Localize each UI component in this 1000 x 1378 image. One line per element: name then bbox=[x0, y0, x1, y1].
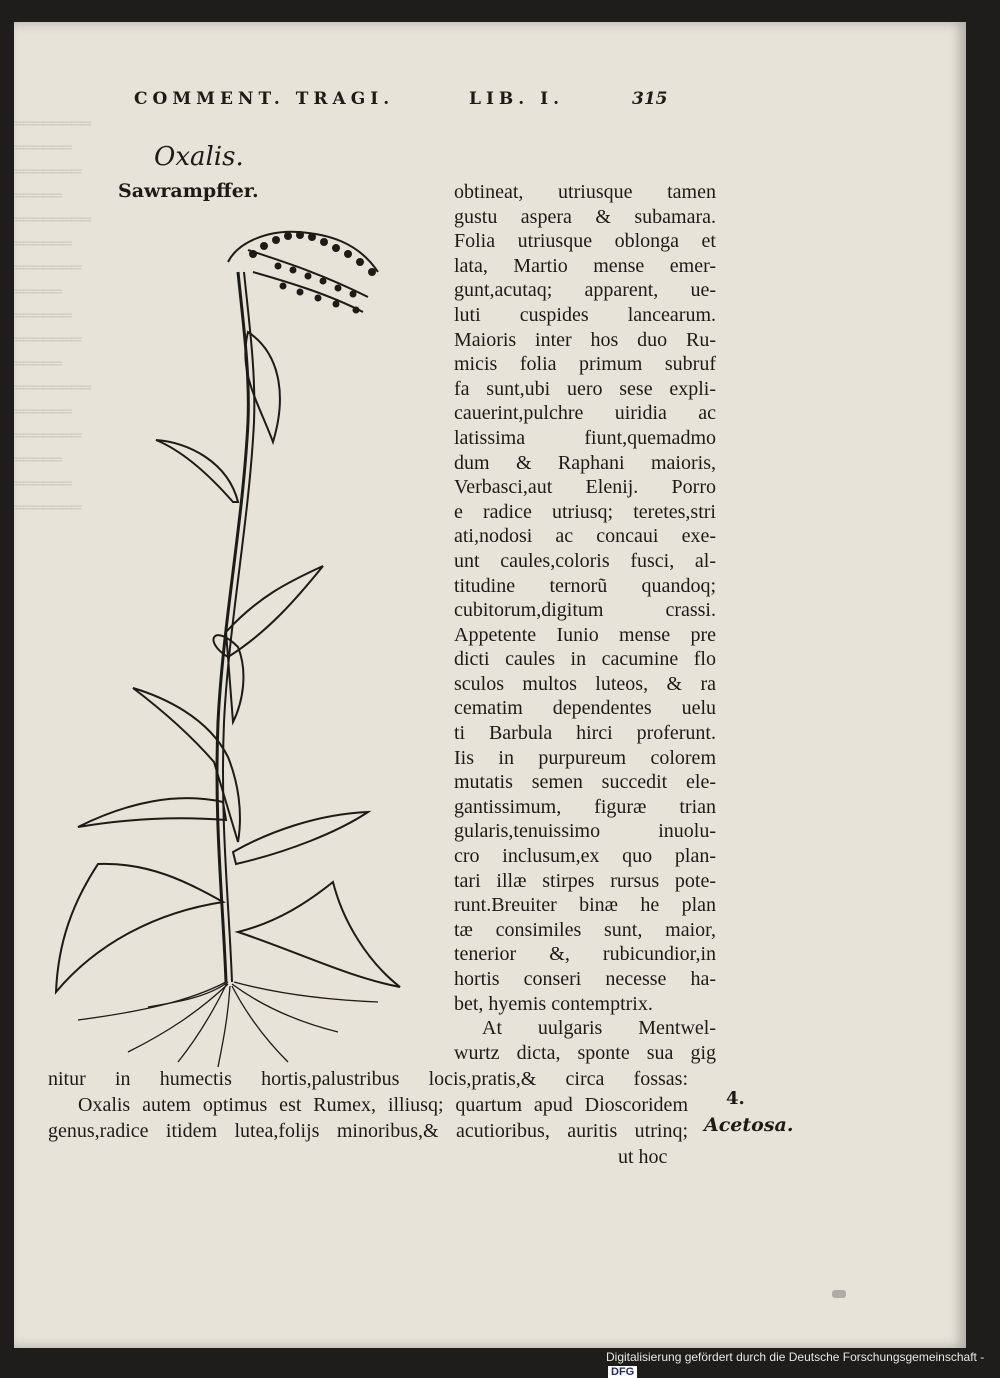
leaf bbox=[238, 882, 400, 987]
leaf bbox=[56, 864, 223, 992]
text-line: dum & Raphani maioris, bbox=[454, 451, 716, 474]
running-head-book: LIB. I. bbox=[469, 89, 564, 109]
leaf bbox=[78, 798, 226, 827]
catchword: ut hoc bbox=[618, 1146, 668, 1168]
main-text-column bbox=[454, 180, 716, 1065]
text-line: unt caules,coloris fusci, al- bbox=[454, 549, 716, 572]
text-line: micis folia primum subruf bbox=[454, 353, 716, 376]
text-line: ati,nodosi ac concaui exe- bbox=[454, 525, 716, 548]
text-line: gustu aspera & subamara. bbox=[454, 205, 716, 228]
text-line: lata, Martio mense emer- bbox=[454, 254, 716, 277]
text-line: tæ consimiles sunt, maior, bbox=[454, 918, 716, 941]
text-line: mutatis semen succedit ele- bbox=[454, 771, 716, 794]
full-width-text bbox=[48, 1066, 688, 1170]
text-line: gantissimum, figuræ trian bbox=[454, 795, 716, 818]
text-line: Oxalis autem optimus est Rumex, illiusq; quartum apud Dioscoridem bbox=[78, 1094, 688, 1116]
text-line: hortis conseri necesse ha- bbox=[454, 968, 716, 990]
text-line: luti cuspides lancearum. bbox=[454, 303, 716, 326]
running-head-left: COMMENT. TRAGI. bbox=[134, 89, 395, 109]
text-line: wurtz dicta, sponte sua gig bbox=[454, 1041, 716, 1064]
leaf bbox=[226, 566, 323, 657]
text-line: Maioris inter hos duo Ru- bbox=[454, 328, 716, 351]
footer-text: Digitalisierung gefördert durch die Deutsche Forschungsgemeinschaft - bbox=[606, 1350, 985, 1364]
text-line: sculos multos luteos, & ra bbox=[454, 672, 716, 695]
book-page bbox=[14, 22, 966, 1348]
text-line: tenerior &, rubicundior,in bbox=[454, 943, 716, 966]
plant-woodcut-illustration bbox=[38, 202, 458, 1072]
text-line: Folia utriusque oblonga et bbox=[454, 230, 716, 253]
text-line: cematim dependentes uelu bbox=[454, 697, 716, 720]
text-line: cubitorum,digitum crassi. bbox=[454, 599, 716, 622]
text-line: Verbasci,aut Elenij. Porro bbox=[454, 476, 716, 499]
text-line: tari illæ stirpes rursus pote- bbox=[454, 869, 716, 892]
plant-german-name: Sawrampffer. bbox=[118, 180, 259, 202]
folio-number: 315 bbox=[632, 89, 668, 109]
text-line: runt.Breuiter binæ he plan bbox=[454, 894, 716, 917]
text-line: latissima fiunt,quemadmo bbox=[454, 426, 716, 449]
digitization-footer bbox=[606, 1350, 1000, 1378]
flower-spike bbox=[228, 231, 378, 314]
text-line: Appetente Iunio mense pre bbox=[454, 623, 716, 646]
text-line: dicti caules in cacumine flo bbox=[454, 648, 716, 671]
leaf bbox=[156, 440, 238, 502]
leaf bbox=[233, 812, 368, 864]
text-line: gularis,tenuissimo inuolu- bbox=[454, 820, 716, 843]
text-line: gunt,acutaq; apparent, ue- bbox=[454, 279, 716, 302]
text-line: genus,radice itidem lutea,folijs minoribus,& acutioribus, auritis utrinq; bbox=[48, 1120, 688, 1142]
text-line: cauerint,pulchre uiridia ac bbox=[454, 402, 716, 425]
stain-mark bbox=[832, 1290, 846, 1298]
text-line: obtineat, utriusque tamen bbox=[454, 181, 716, 203]
marginal-note: Acetosa. bbox=[704, 1114, 794, 1136]
text-line: bet, hyemis contemptrix. bbox=[454, 992, 653, 1015]
text-line: nitur in humectis hortis,palustribus locis,pratis,& circa fossas: bbox=[48, 1068, 688, 1090]
text-line: ti Barbula hirci proferunt. bbox=[454, 722, 716, 745]
bleed-through-texture: ════════ ══════ ═══════ ═════ ════════ ══════ ═══════ ═════ ══════ ═══════ ═════ ════════ ══════ ═══════ ═════ ══════ ═══════ bbox=[14, 114, 92, 517]
text-line: titudine ternorũ quandoq; bbox=[454, 574, 716, 597]
text-line: cro inclusum,ex quo plan- bbox=[454, 845, 716, 868]
text-line: fa sunt,ubi uero sese expli- bbox=[454, 377, 716, 400]
leaf bbox=[245, 332, 280, 442]
text-line: e radice utriusq; teretes,stri bbox=[454, 500, 716, 523]
roots bbox=[78, 982, 378, 1067]
plant-title: Oxalis. bbox=[154, 142, 244, 172]
text-line: Iis in purpureum colorem bbox=[454, 746, 716, 769]
dfg-logo: DFG bbox=[608, 1366, 637, 1378]
text-line: At uulgaris Mentwel- bbox=[482, 1017, 716, 1040]
marginal-number: 4. bbox=[726, 1088, 745, 1109]
